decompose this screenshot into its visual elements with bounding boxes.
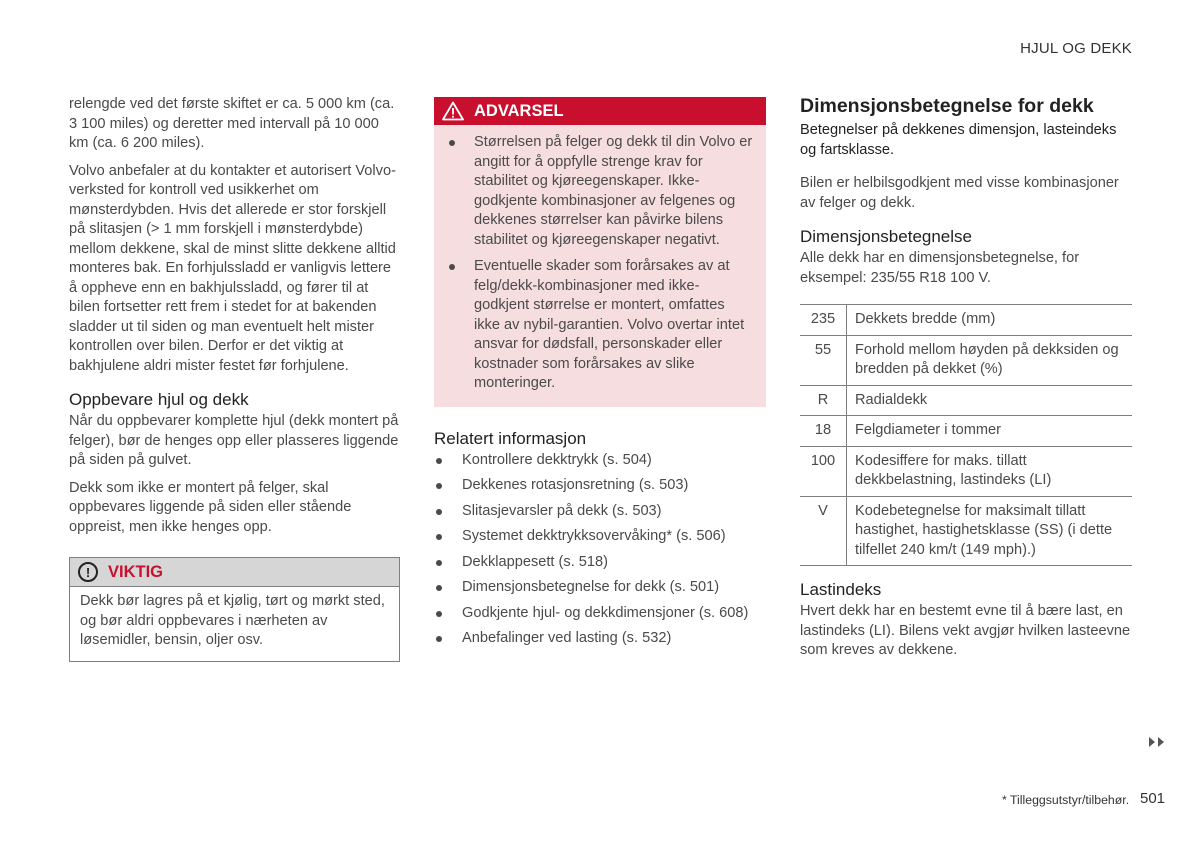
table-cell-description: Kodebetegnelse for maksimalt tillatt hastighet, hastighetsklasse (SS) (i dette tilfellet 240 km/t (149 mph).): [847, 496, 1133, 566]
paragraph-storage-mounted: Når du oppbevarer komplette hjul (dekk montert på felger), bør de henges opp eller plasseres liggende på siden på gulvet.: [69, 413, 399, 468]
related-link-tire-pressure[interactable]: Kontrollere dekktrykk (s. 504): [434, 451, 766, 471]
paragraph-tread-depth: Volvo anbefaler at du kontakter et autorisert Volvo-verksted for kontroll ved usikkerhet om mønsterdybden. Hvis det allerede er stor forskjell på slitasjen (> 1 mm forskjell i mønsterdybde) mellom dekkene, skal de minst slitte dekkene alltid monteres bak. En forhjulssladd er vanligvis lettere å oppheve enn en bakhjulssladd, og fører til at bilen fortsetter rett frem i stedet for at bakenden sladder ut til siden og man eventuelt helt mister kontrollen over bilen. Derfor er det viktig at bakhjulene aldri mister festet før forhjulene.: [69, 162, 396, 374]
important-notice: [69, 557, 400, 662]
middle-column: [434, 95, 766, 655]
table-cell-code: R: [800, 385, 847, 416]
right-column: [800, 95, 1132, 669]
related-link-rotation-direction[interactable]: Dekkenes rotasjonsretning (s. 503): [434, 476, 766, 496]
warning-triangle-icon: [442, 101, 464, 121]
paragraph-load-index: Hvert dekk har en bestemt evne til å bære last, en lastindeks (LI). Bilens vekt avgjør hvilken lasteevne som kreves av dekkene.: [800, 603, 1131, 658]
paragraph-storage-unmounted: Dekk som ikke er montert på felger, skal oppbevares liggende på siden eller stående oppreist, men ikke henges opp.: [69, 479, 352, 535]
paragraph-designation: Alle dekk har en dimensjonsbetegnelse, for eksempel: 235/55 R18 100 V.: [800, 250, 1080, 286]
related-link-repair-kit[interactable]: Dekklappesett (s. 518): [434, 553, 766, 573]
heading-storage: Oppbevare hjul og dekk: [69, 390, 249, 409]
table-row: [800, 335, 1132, 385]
important-notice-body: [70, 587, 399, 661]
related-link-approved-dimensions[interactable]: Godkjente hjul- og dekkdimensjoner (s. 608): [434, 604, 766, 624]
table-cell-description: Forhold mellom høyden på dekksiden og bredden på dekket (%): [847, 335, 1133, 385]
table-cell-code: 18: [800, 416, 847, 447]
table-cell-description: Kodesiffere for maks. tillatt dekkbelastning, lastindeks (LI): [847, 446, 1133, 496]
related-link-dimension-designation[interactable]: Dimensjonsbetegnelse for dekk (s. 501): [434, 578, 766, 598]
important-notice-label: VIKTIG: [108, 562, 164, 581]
exclamation-circle-icon: !: [78, 562, 98, 582]
table-cell-description: Felgdiameter i tommer: [847, 416, 1133, 447]
table-row: [800, 496, 1132, 566]
dimension-table: [800, 304, 1132, 566]
footnote: * Tilleggsutstyr/tilbehør.: [1002, 793, 1130, 807]
table-cell-description: Dekkets bredde (mm): [847, 305, 1133, 336]
heading-related-info: Relatert informasjon: [434, 428, 587, 448]
table-cell-code: 235: [800, 305, 847, 336]
section-title: HJUL OG DEKK: [1020, 40, 1132, 57]
paragraph-tread-rotation: relengde ved det første skiftet er ca. 5 000 km (ca. 3 100 miles) og deretter med intervall på 10 000 km (ca. 6 200 miles).: [69, 96, 395, 151]
table-row: [800, 416, 1132, 447]
related-link-wear-indicator[interactable]: Slitasjevarsler på dekk (s. 503): [434, 502, 766, 522]
warning-list: [434, 125, 766, 394]
page-number: 501: [1140, 790, 1166, 807]
double-chevron-right-icon[interactable]: [1148, 736, 1166, 748]
table-row: [800, 385, 1132, 416]
left-column: [69, 95, 400, 662]
warning-item: Størrelsen på felger og dekk til din Volvo er angitt for å oppfylle strenge krav for stabilitet og kjøreegenskaper. Ikke-godkjente kombinasjoner av felgenes og dekkenes størrelser kan påvirke bilens stabilitet og kjøreegenskaper negativt.: [446, 133, 754, 250]
table-cell-code: V: [800, 496, 847, 566]
important-notice-header: [70, 558, 399, 587]
table-row: [800, 305, 1132, 336]
table-row: [800, 446, 1132, 496]
important-notice-text: Dekk bør lagres på et kjølig, tørt og mørkt sted, og bør aldri oppbevares i nærheten av løsemidler, bensin, oljer osv.: [80, 593, 385, 648]
related-link-tpms[interactable]: Systemet dekktrykksovervåking* (s. 506): [434, 527, 766, 547]
warning-notice-label: ADVARSEL: [474, 101, 564, 120]
related-info-list: [434, 451, 766, 649]
heading-dimension-designation: Dimensjonsbetegnelse for dekk: [800, 95, 1094, 117]
heading-designation: Dimensjonsbetegnelse: [800, 227, 972, 246]
lead-paragraph: Betegnelser på dekkenes dimensjon, lasteindeks og fartsklasse.: [800, 122, 1117, 158]
related-link-loading[interactable]: Anbefalinger ved lasting (s. 532): [434, 629, 766, 649]
table-cell-code: 100: [800, 446, 847, 496]
table-cell-code: 55: [800, 335, 847, 385]
warning-item: Eventuelle skader som forårsakes av at felg/dekk-kombinasjoner med ikke-godkjent størrelse er montert, omfattes ikke av nybil-garantien. Volvo overtar intet ansvar for dødsfall, personskader eller kostnader som forårsakes av slike monteringer.: [446, 257, 754, 394]
heading-load-index: Lastindeks: [800, 580, 882, 599]
warning-notice: [434, 97, 766, 407]
warning-notice-header: [434, 97, 766, 125]
table-cell-description: Radialdekk: [847, 385, 1133, 416]
paragraph-approval: Bilen er helbilsgodkjent med visse kombinasjoner av felger og dekk.: [800, 175, 1119, 211]
